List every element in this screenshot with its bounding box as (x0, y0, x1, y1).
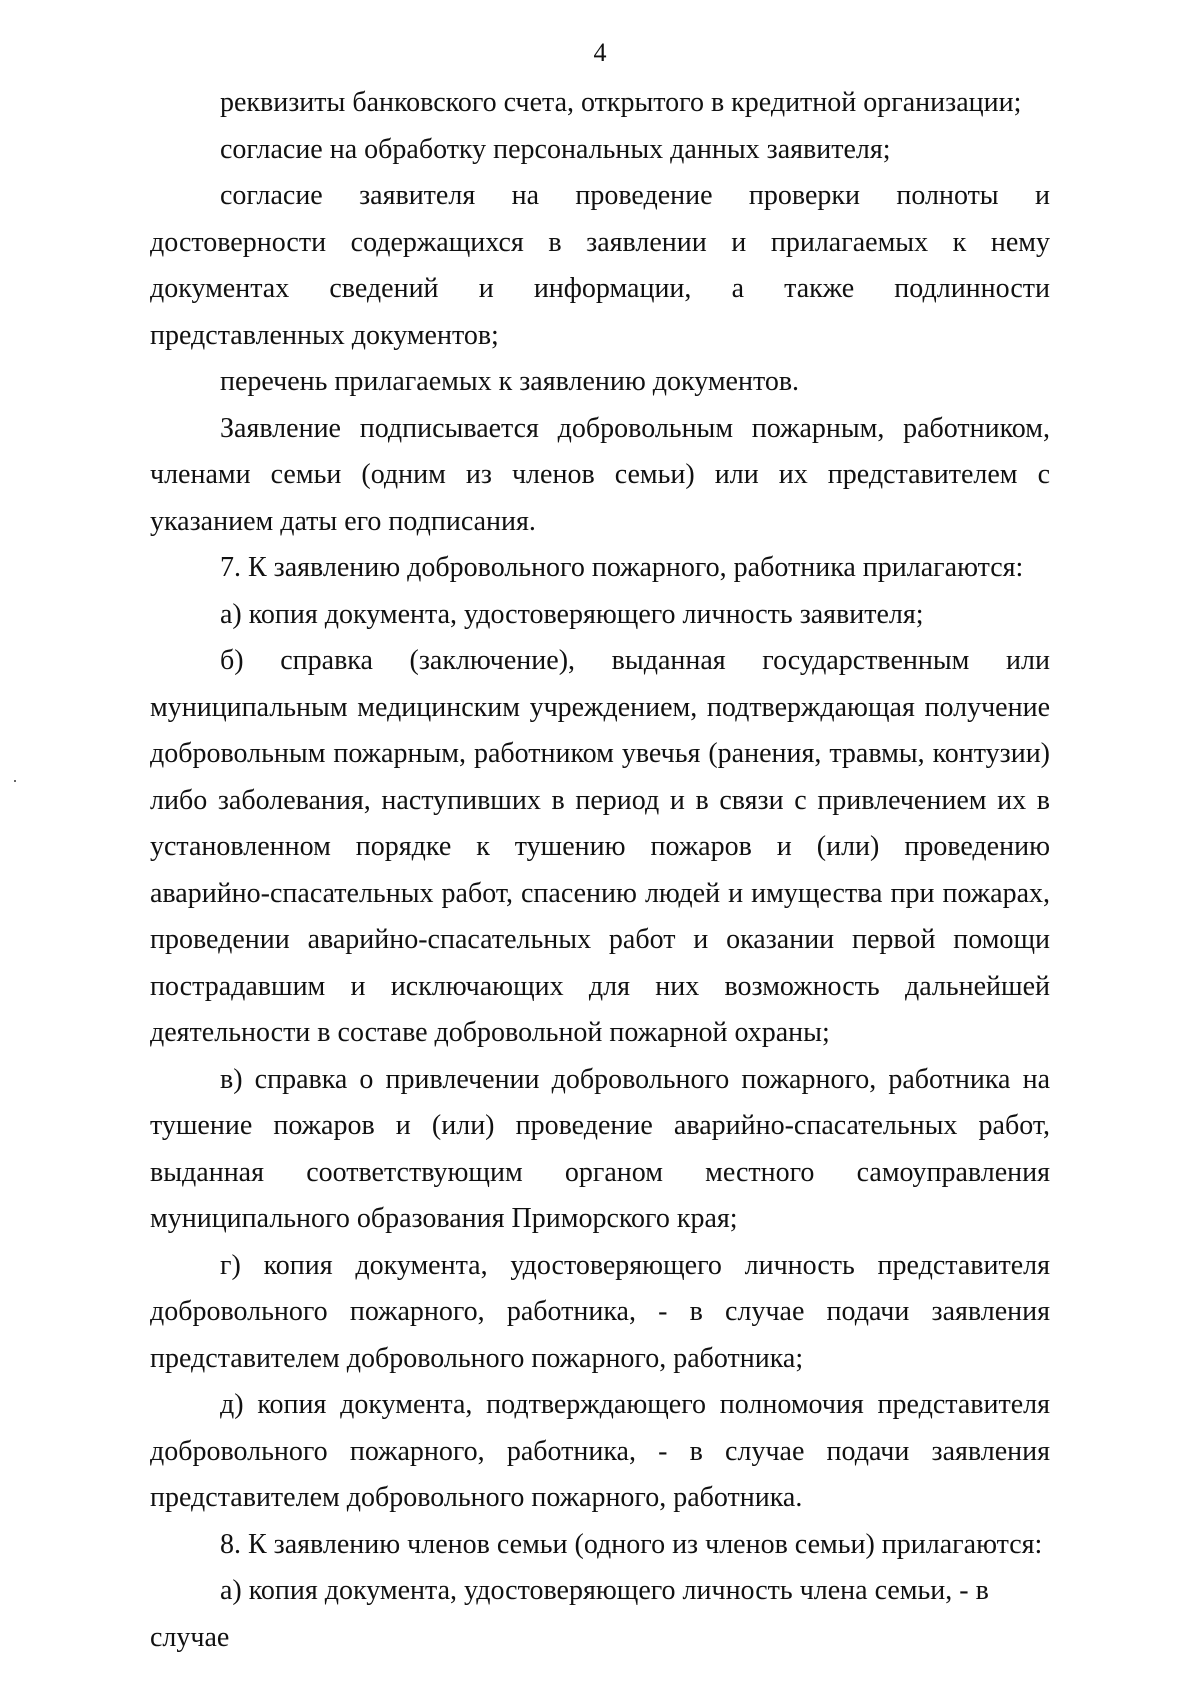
paragraph-item-7: 7. К заявлению добровольного пожарного, работника прилагаются: (220, 552, 1024, 583)
scan-artifact-dot (14, 780, 16, 782)
paragraph-item-7v: в) справка о привлечении добровольного пожарного, работника на тушение пожаров и (или) проведение аварийно-спасательных работ, выданная соответствующим органом местного самоуправления муниципального образования Приморского края; (150, 1063, 1050, 1234)
paragraph-item-7g: г) копия документа, удостоверяющего личность представителя добровольного пожарного, работника, - в случае подачи заявления представителем добровольного пожарного, работника; (150, 1249, 1050, 1374)
paragraph-item-8a: а) копия документа, удостоверяющего личность члена семьи, - в случае (150, 1575, 989, 1653)
paragraph-documents-list: перечень прилагаемых к заявлению документов. (220, 366, 800, 397)
paragraph-personal-data-consent: согласие на обработку персональных данных заявителя; (220, 133, 891, 165)
paragraph-verification-consent: согласие заявителя на проведение проверки полноты и достоверности содержащихся в заявлении и прилагаемых к нему документах сведений и информации, а также подлинности представленных документов; (150, 180, 1050, 351)
page-number: 4 (593, 38, 607, 67)
paragraph-item-7d: д) копия документа, подтверждающего полномочия представителя добровольного пожарного, работника, - в случае подачи заявления представителем добровольного пожарного, работника. (150, 1389, 1050, 1513)
paragraph-item-8: 8. К заявлению членов семьи (одного из членов семьи) прилагаются: (220, 1528, 1043, 1560)
paragraph-item-7b: б) справка (заключение), выданная государственным или муниципальным медицинским учреждением, подтверждающая получение добровольным пожарным, работником увечья (ранения, травмы, контузии) либо заболевания, наступивших в период и в связи с привлечением их в установленном порядке к тушению пожаров и (или) проведению аварийно-спасательных работ, спасению людей и имущества при пожарах, проведении аварийно-спасательных работ и оказании первой помощи пострадавшим и исключающих для них возможность дальнейшей деятельности в составе добровольной пожарной охраны; (150, 645, 1050, 1048)
paragraph-item-7a: а) копия документа, удостоверяющего личность заявителя; (220, 598, 924, 630)
document-body (150, 80, 1050, 1661)
paragraph-bank-details: реквизиты банковского счета, открытого в кредитной организации; (220, 87, 1022, 118)
paragraph-application-signing: Заявление подписывается добровольным пожарным, работником, членами семьи (одним из членов семьи) или их представителем с указанием даты его подписания. (150, 412, 1050, 537)
